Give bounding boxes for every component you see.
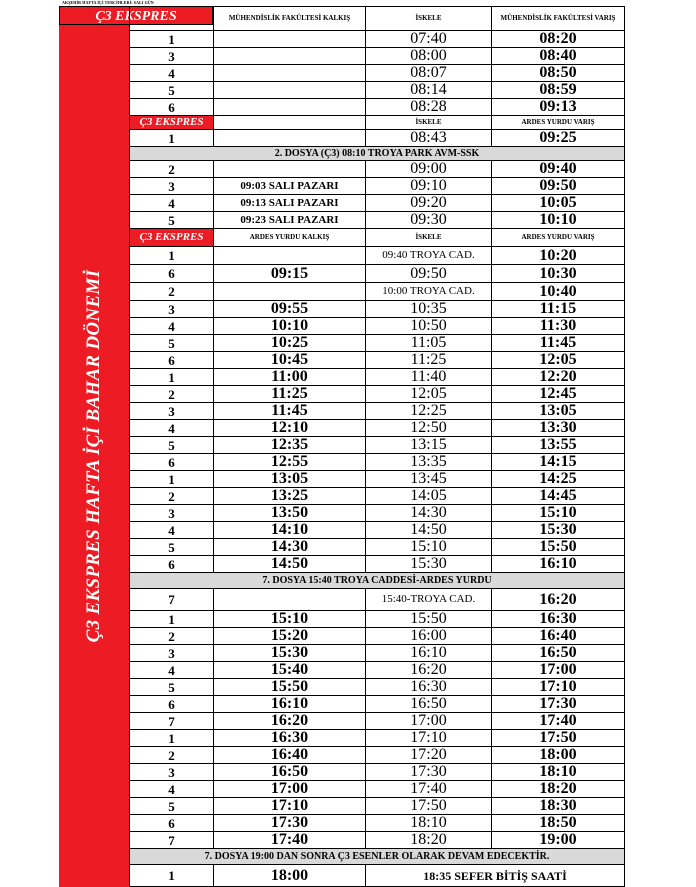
trip-number: 6 — [130, 696, 214, 713]
note-row — [130, 573, 625, 589]
sidebar-title: Ç3 EKSPRES HAFTA İÇİ BAHAR DÖNEMİ — [83, 269, 104, 643]
iskele-time: 18:20 — [366, 832, 492, 849]
iskele-time: 12:05 — [366, 386, 492, 403]
arrival-time: 10:05 — [492, 195, 625, 212]
iskele-time: 10:35 — [366, 301, 492, 318]
arrival-time: 13:05 — [492, 403, 625, 420]
table-row — [130, 403, 625, 420]
iskele-time: 10:00 TROYA CAD. — [366, 283, 492, 301]
departure-time: 09:23 SALI PAZARI — [214, 212, 366, 229]
table-row — [130, 48, 625, 65]
note-row — [130, 849, 625, 865]
arrival-time: 17:50 — [492, 730, 625, 747]
trip-number: 5 — [130, 679, 214, 696]
iskele-time: 08:14 — [366, 82, 492, 99]
departure-time — [214, 31, 366, 48]
table-row — [130, 301, 625, 318]
arrival-time: 12:20 — [492, 369, 625, 386]
iskele-time: 09:10 — [366, 178, 492, 195]
arrival-time: 18:50 — [492, 815, 625, 832]
iskele-time: 12:50 — [366, 420, 492, 437]
trip-number: 4 — [130, 195, 214, 212]
trip-number: 7 — [130, 832, 214, 849]
departure-time: 14:30 — [214, 539, 366, 556]
departure-time — [214, 589, 366, 611]
header-iskele: İSKELE — [366, 116, 492, 130]
table-row — [130, 31, 625, 48]
iskele-time: 11:25 — [366, 352, 492, 369]
table-row — [130, 522, 625, 539]
iskele-time: 07:40 — [366, 31, 492, 48]
iskele-time: 11:40 — [366, 369, 492, 386]
trip-number: 1 — [130, 471, 214, 488]
departure-time: 12:55 — [214, 454, 366, 471]
iskele-time: 09:00 — [366, 161, 492, 178]
header-departure: ARDES YURDU KALKIŞ — [214, 229, 366, 247]
iskele-time: 15:30 — [366, 556, 492, 573]
iskele-time: 14:05 — [366, 488, 492, 505]
note-text: 7. DOSYA 19:00 DAN SONRA Ç3 ESENLER OLARAK DEVAM EDECEKTİR. — [130, 849, 625, 865]
section-label: Ç3 EKSPRES — [130, 229, 214, 247]
trip-number: 1 — [130, 730, 214, 747]
arrival-time: 14:45 — [492, 488, 625, 505]
departure-time: 09:55 — [214, 301, 366, 318]
arrival-time: 08:50 — [492, 65, 625, 82]
end-time-note: 18:35 SEFER BİTİŞ SAATİ — [366, 865, 625, 887]
table-row — [130, 628, 625, 645]
trip-number: 2 — [130, 386, 214, 403]
departure-time — [214, 82, 366, 99]
trip-number: 3 — [130, 301, 214, 318]
table-row — [130, 420, 625, 437]
iskele-time: 16:50 — [366, 696, 492, 713]
arrival-time: 09:25 — [492, 130, 625, 147]
departure-time — [214, 65, 366, 82]
trip-number: 1 — [130, 865, 214, 887]
iskele-time: 13:15 — [366, 437, 492, 454]
top-caption: AKŞEHİR HAFTA İÇİ TERCİHLERİ: SALI GÜN — [62, 0, 154, 5]
departure-time: 11:25 — [214, 386, 366, 403]
header-row — [130, 116, 625, 130]
final-row — [130, 865, 625, 887]
departure-time: 12:10 — [214, 420, 366, 437]
trip-number: 6 — [130, 556, 214, 573]
table-row — [130, 611, 625, 628]
departure-time: 11:45 — [214, 403, 366, 420]
header-departure: MÜHENDİSLİK FAKÜLTESİ KALKIŞ — [214, 7, 366, 31]
table-row — [130, 645, 625, 662]
iskele-time: 08:07 — [366, 65, 492, 82]
iskele-time: 09:40 TROYA CAD. — [366, 247, 492, 265]
arrival-time: 10:10 — [492, 212, 625, 229]
arrival-time: 12:05 — [492, 352, 625, 369]
departure-time — [214, 48, 366, 65]
header-iskele: İSKELE — [366, 229, 492, 247]
iskele-time: 08:00 — [366, 48, 492, 65]
table-row — [130, 505, 625, 522]
departure-time: 17:30 — [214, 815, 366, 832]
arrival-time: 09:40 — [492, 161, 625, 178]
trip-number: 6 — [130, 815, 214, 832]
trip-number: 3 — [130, 764, 214, 781]
departure-time: 13:25 — [214, 488, 366, 505]
iskele-time: 10:50 — [366, 318, 492, 335]
trip-number: 3 — [130, 505, 214, 522]
departure-time: 11:00 — [214, 369, 366, 386]
arrival-time: 11:45 — [492, 335, 625, 352]
iskele-time: 15:50 — [366, 611, 492, 628]
trip-number: 5 — [130, 798, 214, 815]
table-row — [130, 161, 625, 178]
trip-number: 5 — [130, 82, 214, 99]
arrival-time: 17:10 — [492, 679, 625, 696]
iskele-time: 17:30 — [366, 764, 492, 781]
table-row — [130, 178, 625, 195]
trip-number: 1 — [130, 369, 214, 386]
table-row — [130, 265, 625, 283]
arrival-time: 11:15 — [492, 301, 625, 318]
trip-number: 3 — [130, 645, 214, 662]
header-row — [130, 7, 625, 31]
iskele-time: 17:20 — [366, 747, 492, 764]
trip-number: 6 — [130, 265, 214, 283]
departure-time — [214, 130, 366, 147]
table-row — [130, 556, 625, 573]
trip-number: 6 — [130, 454, 214, 471]
table-row — [130, 65, 625, 82]
note-row — [130, 147, 625, 161]
iskele-time: 17:40 — [366, 781, 492, 798]
trip-number: 2 — [130, 628, 214, 645]
table-row — [130, 386, 625, 403]
iskele-time: 17:00 — [366, 713, 492, 730]
trip-number: 1 — [130, 31, 214, 48]
arrival-time: 18:10 — [492, 764, 625, 781]
iskele-time: 14:50 — [366, 522, 492, 539]
section-label-top: Ç3 EKSPRES — [59, 6, 213, 25]
departure-time: 13:50 — [214, 505, 366, 522]
table-row — [130, 99, 625, 116]
trip-number: 6 — [130, 352, 214, 369]
departure-time: 09:13 SALI PAZARI — [214, 195, 366, 212]
departure-time: 16:10 — [214, 696, 366, 713]
iskele-time: 13:35 — [366, 454, 492, 471]
departure-time: 10:25 — [214, 335, 366, 352]
iskele-time: 09:20 — [366, 195, 492, 212]
table-row — [130, 454, 625, 471]
trip-number: 1 — [130, 611, 214, 628]
departure-time: 16:30 — [214, 730, 366, 747]
section-label: Ç3 EKSPRES — [130, 116, 214, 130]
arrival-time: 10:30 — [492, 265, 625, 283]
iskele-time: 16:10 — [366, 645, 492, 662]
departure-time — [214, 247, 366, 265]
arrival-time: 16:40 — [492, 628, 625, 645]
trip-number: 5 — [130, 212, 214, 229]
table-row — [130, 832, 625, 849]
departure-time: 15:30 — [214, 645, 366, 662]
table-row — [130, 352, 625, 369]
header-arrival: MÜHENDİSLİK FAKÜLTESİ VARIŞ — [492, 7, 625, 31]
arrival-time: 15:10 — [492, 505, 625, 522]
trip-number: 2 — [130, 747, 214, 764]
table-row — [130, 589, 625, 611]
departure-time: 17:00 — [214, 781, 366, 798]
arrival-time: 17:00 — [492, 662, 625, 679]
trip-number: 4 — [130, 662, 214, 679]
arrival-time: 10:40 — [492, 283, 625, 301]
arrival-time: 18:00 — [492, 747, 625, 764]
departure-time: 09:15 — [214, 265, 366, 283]
iskele-time: 11:05 — [366, 335, 492, 352]
arrival-time: 19:00 — [492, 832, 625, 849]
table-row — [130, 747, 625, 764]
table-row — [130, 798, 625, 815]
arrival-time: 16:30 — [492, 611, 625, 628]
iskele-time: 12:25 — [366, 403, 492, 420]
trip-number: 4 — [130, 65, 214, 82]
table-row — [130, 247, 625, 265]
iskele-time: 09:30 — [366, 212, 492, 229]
table-row — [130, 195, 625, 212]
iskele-time: 16:00 — [366, 628, 492, 645]
arrival-time: 16:20 — [492, 589, 625, 611]
arrival-time: 16:50 — [492, 645, 625, 662]
table-row — [130, 713, 625, 730]
iskele-time: 17:50 — [366, 798, 492, 815]
schedule-table — [129, 6, 625, 887]
arrival-time: 15:50 — [492, 539, 625, 556]
departure-time: 13:05 — [214, 471, 366, 488]
departure-time: 16:20 — [214, 713, 366, 730]
table-row — [130, 318, 625, 335]
trip-number: 5 — [130, 539, 214, 556]
table-row — [130, 283, 625, 301]
iskele-time: 08:28 — [366, 99, 492, 116]
iskele-time: 08:43 — [366, 130, 492, 147]
header-departure — [214, 116, 366, 130]
table-row — [130, 437, 625, 454]
arrival-time: 15:30 — [492, 522, 625, 539]
table-row — [130, 679, 625, 696]
table-row — [130, 471, 625, 488]
arrival-time: 18:20 — [492, 781, 625, 798]
departure-time — [214, 161, 366, 178]
iskele-time: 13:45 — [366, 471, 492, 488]
table-row — [130, 764, 625, 781]
table-row — [130, 130, 625, 147]
arrival-time: 09:50 — [492, 178, 625, 195]
arrival-time: 12:45 — [492, 386, 625, 403]
table-row — [130, 696, 625, 713]
departure-time: 17:10 — [214, 798, 366, 815]
departure-time — [214, 283, 366, 301]
trip-number: 4 — [130, 318, 214, 335]
arrival-time: 18:30 — [492, 798, 625, 815]
trip-number: 5 — [130, 335, 214, 352]
arrival-time: 14:25 — [492, 471, 625, 488]
iskele-time: 18:10 — [366, 815, 492, 832]
arrival-time: 16:10 — [492, 556, 625, 573]
table-row — [130, 335, 625, 352]
departure-time: 16:40 — [214, 747, 366, 764]
arrival-time: 17:30 — [492, 696, 625, 713]
departure-time: 15:50 — [214, 679, 366, 696]
departure-time: 14:50 — [214, 556, 366, 573]
departure-time: 15:40 — [214, 662, 366, 679]
trip-number: 3 — [130, 48, 214, 65]
table-row — [130, 730, 625, 747]
trip-number: 6 — [130, 99, 214, 116]
table-row — [130, 815, 625, 832]
departure-time: 10:45 — [214, 352, 366, 369]
table-row — [130, 539, 625, 556]
arrival-time: 08:40 — [492, 48, 625, 65]
header-spacer — [130, 7, 214, 31]
note-text: 2. DOSYA (Ç3) 08:10 TROYA PARK AVM-SSK — [130, 147, 625, 161]
trip-number: 1 — [130, 130, 214, 147]
departure-time: 15:20 — [214, 628, 366, 645]
arrival-time: 08:59 — [492, 82, 625, 99]
header-arrival: ARDES YURDU VARIŞ — [492, 116, 625, 130]
departure-time: 18:00 — [214, 865, 366, 887]
trip-number: 2 — [130, 488, 214, 505]
arrival-time: 08:20 — [492, 31, 625, 48]
departure-time — [214, 99, 366, 116]
arrival-time: 10:20 — [492, 247, 625, 265]
trip-number: 7 — [130, 713, 214, 730]
table-row — [130, 488, 625, 505]
iskele-time: 16:30 — [366, 679, 492, 696]
iskele-time: 15:10 — [366, 539, 492, 556]
iskele-time: 17:10 — [366, 730, 492, 747]
arrival-time: 13:30 — [492, 420, 625, 437]
trip-number: 1 — [130, 247, 214, 265]
iskele-time: 15:40-TROYA CAD. — [366, 589, 492, 611]
arrival-time: 14:15 — [492, 454, 625, 471]
header-iskele: İSKELE — [366, 7, 492, 31]
table-row — [130, 662, 625, 679]
trip-number: 5 — [130, 437, 214, 454]
trip-number: 4 — [130, 420, 214, 437]
trip-number: 4 — [130, 781, 214, 798]
trip-number: 7 — [130, 589, 214, 611]
arrival-time: 09:13 — [492, 99, 625, 116]
arrival-time: 11:30 — [492, 318, 625, 335]
departure-time: 12:35 — [214, 437, 366, 454]
header-arrival: ARDES YURDU VARIŞ — [492, 229, 625, 247]
trip-number: 2 — [130, 161, 214, 178]
iskele-time: 09:50 — [366, 265, 492, 283]
trip-number: 4 — [130, 522, 214, 539]
departure-time: 15:10 — [214, 611, 366, 628]
table-row — [130, 369, 625, 386]
departure-time: 10:10 — [214, 318, 366, 335]
iskele-time: 14:30 — [366, 505, 492, 522]
departure-time: 14:10 — [214, 522, 366, 539]
table-row — [130, 212, 625, 229]
departure-time: 17:40 — [214, 832, 366, 849]
header-row — [130, 229, 625, 247]
note-text: 7. DOSYA 15:40 TROYA CADDESİ-ARDES YURDU — [130, 573, 625, 589]
departure-time: 09:03 SALI PAZARI — [214, 178, 366, 195]
arrival-time: 17:40 — [492, 713, 625, 730]
trip-number: 3 — [130, 178, 214, 195]
arrival-time: 13:55 — [492, 437, 625, 454]
table-row — [130, 82, 625, 99]
departure-time: 16:50 — [214, 764, 366, 781]
table-row — [130, 781, 625, 798]
iskele-time: 16:20 — [366, 662, 492, 679]
trip-number: 2 — [130, 283, 214, 301]
trip-number: 3 — [130, 403, 214, 420]
